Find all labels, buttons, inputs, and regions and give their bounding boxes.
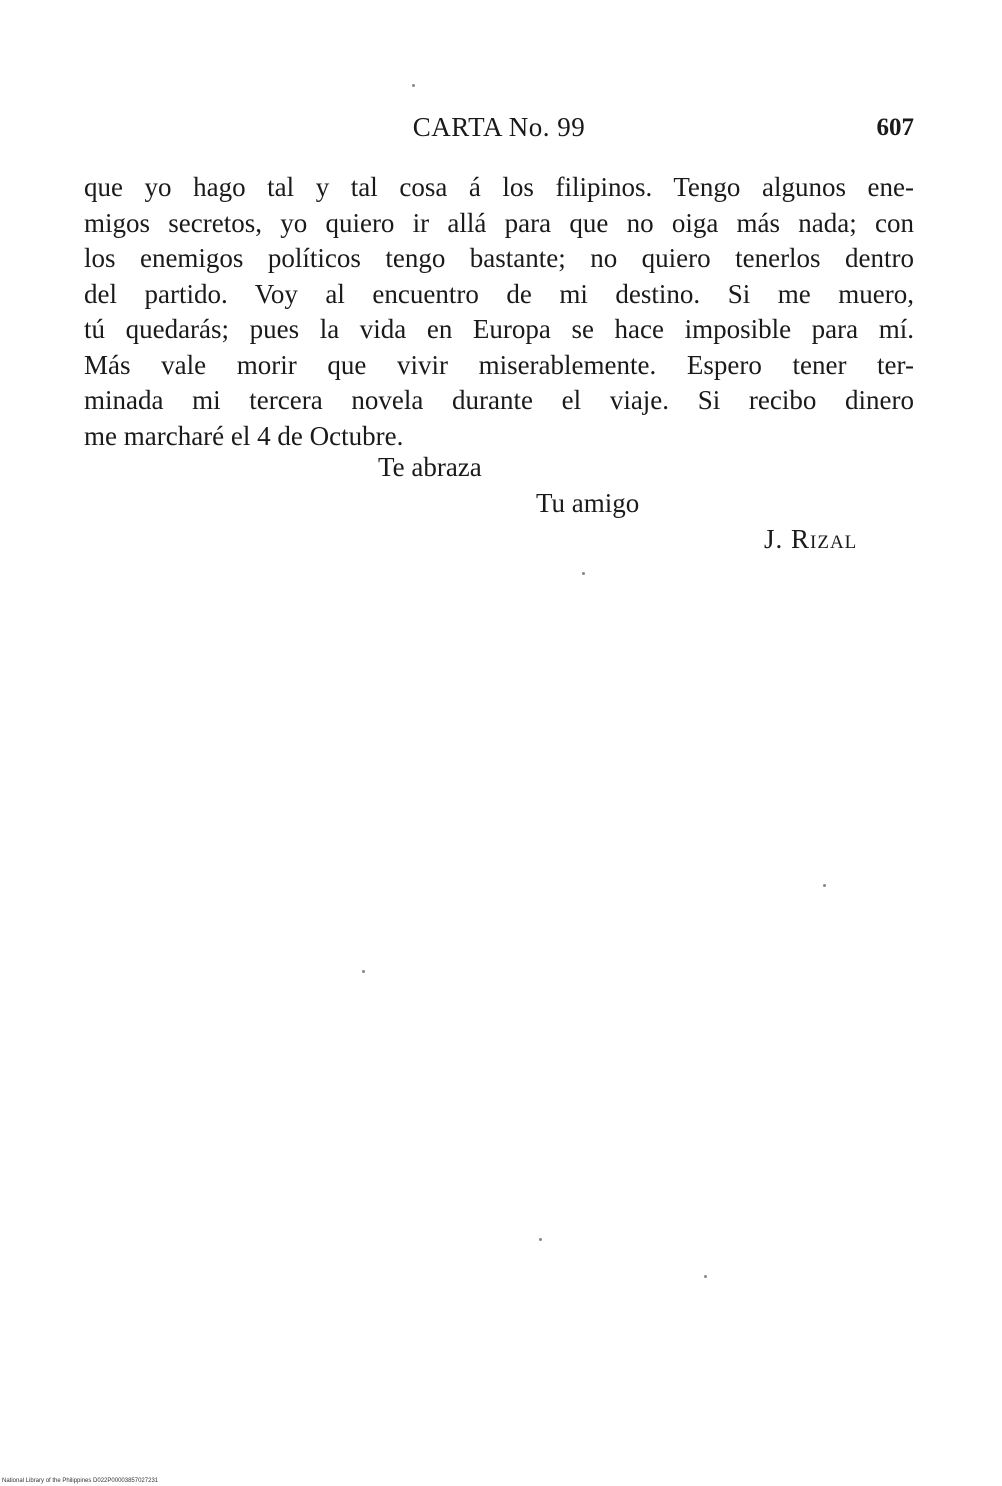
scan-speck bbox=[582, 572, 585, 575]
body-line: migos secretos, yo quiero ir allá para que no oiga más nada; con bbox=[84, 207, 914, 238]
scan-speck bbox=[704, 1275, 707, 1278]
running-title: CARTA No. 99 bbox=[412, 112, 586, 142]
scan-speck bbox=[539, 1238, 542, 1241]
body-line: minada mi tercera novela durante el viaje. Si recibo dinero bbox=[84, 385, 914, 415]
closing-friend: Tu amigo bbox=[536, 488, 640, 518]
body-line: los enemigos políticos tengo bastante; no quiero tenerlos dentro bbox=[84, 243, 914, 273]
body-line: que yo hago tal y tal cosa á los filipinos. Tengo algunos ene- bbox=[84, 172, 914, 202]
body-line: del partido. Voy al encuentro de mi destino. Si me muero, bbox=[84, 278, 914, 309]
page-number: 607 bbox=[876, 114, 914, 141]
body-line: tú quedarás; pues la vida en Europa se hace imposible para mí. bbox=[84, 314, 914, 344]
body-line: Más vale morir que vivir miserablemente. Espero tener ter- bbox=[84, 349, 914, 380]
scan-speck bbox=[412, 84, 415, 87]
body-line: me marcharé el 4 de Octubre. bbox=[84, 420, 404, 451]
footer-attribution: National Library of the Philippines D022P00003857027231 bbox=[2, 1478, 159, 1484]
signature: J. Rizal bbox=[764, 524, 858, 554]
running-head bbox=[84, 112, 914, 152]
scan-speck bbox=[362, 970, 365, 973]
letter-body bbox=[84, 170, 914, 454]
closing-salutation: Te abraza bbox=[378, 452, 482, 482]
scan-speck bbox=[823, 884, 826, 887]
